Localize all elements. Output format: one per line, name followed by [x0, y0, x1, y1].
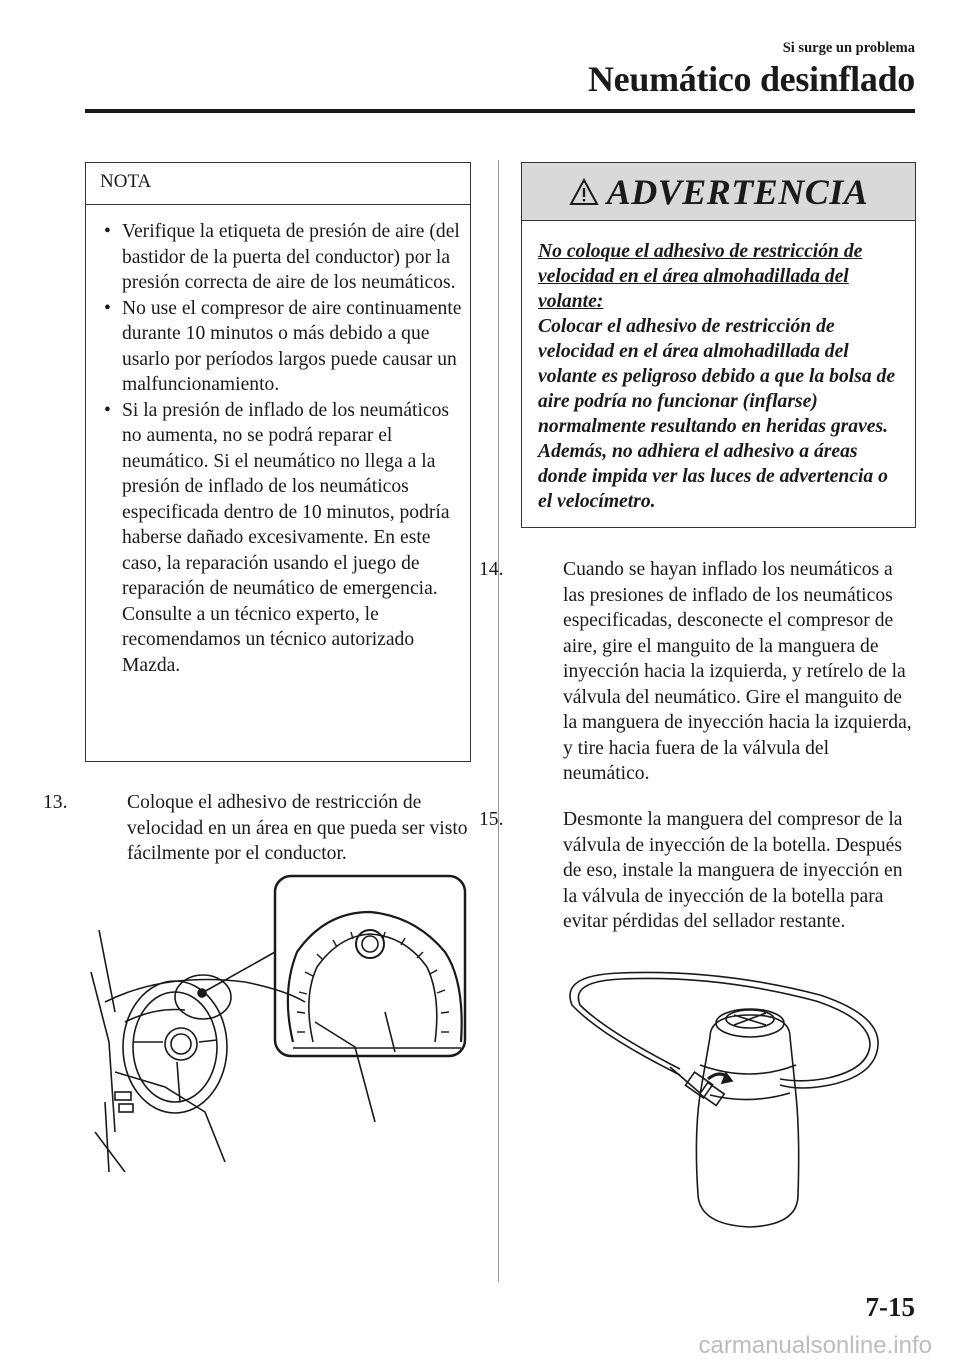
section-heading: Si surge un problema	[782, 40, 915, 56]
step-15: 15. Desmonte la manguera del compresor de la válvula de inyección de la botella. Después de eso, instale la manguera de inyección en la válvula de inyección de la botella para evitar pérdidas del sellador restante.	[479, 809, 903, 932]
step-13: 13. Coloque el adhesivo de restricción de velocidad en un área en que pueda ser visto fácilmente por el conductor.	[43, 792, 468, 864]
watermark: carmanualsonline.info	[698, 1332, 932, 1359]
note-item: • No use el compresor de aire continuamente durante 10 minutos o más debido a que usarlo por períodos largos puede causar un malfuncionamiento.	[104, 297, 462, 395]
warning-title: ADVERTENCIA	[606, 171, 869, 212]
header-divider	[85, 109, 915, 113]
page-title: Neumático desinflado	[587, 59, 915, 99]
sealant-bottle-illustration	[560, 965, 890, 1245]
note-item: • Verifique la etiqueta de presión de aire (del bastidor de la puerta del conductor) por la presión correcta de aire de los neumáticos.	[104, 221, 460, 293]
warning-header	[522, 163, 915, 221]
warning-body	[522, 221, 915, 514]
note-list	[86, 205, 470, 678]
warning-text: Colocar el adhesivo de restricción de velocidad en el área almohadillada del volante es peligroso debido a que la bolsa de aire podría no funcionar (inflarse) normalmente resultando en heridas graves. Además, no adhiera el adhesivo a áreas donde impida ver las luces de advertencia o el velocímetro.	[538, 316, 896, 512]
note-item: • Si la presión de inflado de los neumáticos no aumenta, no se podrá reparar el neumático. Si el neumático no llega a la presión de inflado de los neumáticos especificada dentro de 10 minutos, podría haberse dañado excesivamente. En este caso, la reparación usando el juego de reparación de neumático de emergencia. Consulte a un técnico experto, le recomendamos un técnico autorizado Mazda.	[104, 399, 450, 676]
warning-triangle-icon	[569, 178, 599, 206]
page-number: 7-15	[865, 1292, 915, 1322]
note-heading: NOTA	[86, 163, 470, 205]
column-divider	[498, 160, 499, 1282]
step-14: 14. Cuando se hayan inflado los neumáticos a las presiones de inflado de los neumáticos especificadas, desconecte el compresor de aire, gire el manguito de la manguera de inyección hacia la izquierda, y retírelo de la válvula del neumático. Gire el manguito de la manguera de inyección hacia la izquierda, y tire hacia fuera de la válvula del neumático.	[479, 559, 912, 784]
warning-box	[521, 162, 916, 528]
note-box	[85, 162, 471, 762]
dashboard-illustration	[85, 872, 471, 1172]
warning-lead: No coloque el adhesivo de restricción de velocidad en el área almohadillada del volante:	[538, 241, 863, 312]
